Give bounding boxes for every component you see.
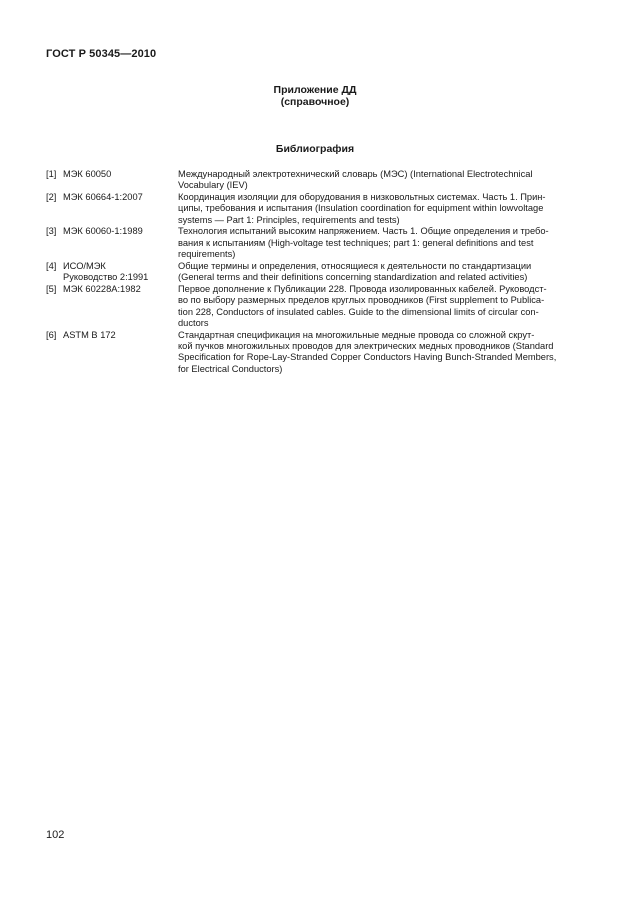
entry-description <box>178 261 584 284</box>
entry-line: requirements) <box>178 249 236 260</box>
bibliography-list <box>46 169 584 375</box>
entry-line: (General terms and their definitions concerning standardization and related activities) <box>178 272 528 283</box>
entry-reference <box>46 284 178 329</box>
entry-code: МЭК 60664-1:2007 <box>63 192 143 203</box>
standard-code-header: ГОСТ Р 50345—2010 <box>46 48 157 60</box>
entry-number: [2] <box>46 192 57 203</box>
entry-reference <box>46 192 178 226</box>
entry-line: Общие термины и определения, относящиеся к деятельности по стандартизации <box>178 260 532 271</box>
entry-line: systems — Part 1: Principles, requirements and tests) <box>178 214 400 225</box>
entry-description <box>178 284 584 329</box>
entry-code: МЭК 60060-1:1989 <box>63 226 143 237</box>
bibliography-entry <box>46 192 584 226</box>
entry-line: Первое дополнение к Публикации 228. Провода изолированных кабелей. Руководст- <box>178 283 547 294</box>
entry-code: МЭК 60050 <box>63 169 112 179</box>
entry-code: Руководство 2:1991 <box>63 272 149 283</box>
entry-description <box>178 192 584 226</box>
entry-number: [5] <box>46 283 57 294</box>
entry-code: МЭК 60228А:1982 <box>63 283 141 294</box>
entry-description <box>178 330 584 375</box>
page-number: 102 <box>46 829 65 841</box>
entry-line: Технология испытаний высоким напряжением. Часть 1. Общие определения и требо- <box>178 226 549 237</box>
entry-line: вания к испытаниям (High-voltage test techniques; part 1: general definitions and test <box>178 237 534 248</box>
bibliography-entry <box>46 330 584 375</box>
entry-reference <box>46 330 178 375</box>
appendix-subtitle: (справочное) <box>280 96 350 108</box>
bibliography-entry <box>46 261 584 284</box>
entry-number: [1] <box>46 169 57 179</box>
bibliography-entry <box>46 284 584 329</box>
entry-number: [3] <box>46 226 57 237</box>
entry-line: Координация изоляции для оборудования в низковольтных системах. Часть 1. Прин- <box>178 192 546 203</box>
entry-line: ductors <box>178 317 209 328</box>
entry-line: во по выбору размерных пределов круглых проводников (First supplement to Publica- <box>178 295 545 306</box>
entry-line: Specification for Rope-Lay-Stranded Copper Conductors Having Bunch-Stranded Members, <box>178 352 557 363</box>
entry-line: Международный электротехнический словарь (МЭС) (International Electrotechnical <box>178 169 533 179</box>
entry-reference <box>46 261 178 284</box>
appendix-title: Приложение ДД <box>273 84 357 96</box>
entry-reference <box>46 169 178 192</box>
entry-description <box>178 226 584 260</box>
entry-line: кой пучков многожильных проводов для электрических медных проводников (Standard <box>178 340 554 351</box>
entry-line: tion 228, Conductors of insulated cables. Guide to the dimensional limits of circular con- <box>178 306 539 317</box>
entry-code: ИСО/МЭК <box>63 260 106 271</box>
entry-line: for Electrical Conductors) <box>178 363 283 374</box>
entry-number: [4] <box>46 260 57 271</box>
entry-reference <box>46 226 178 260</box>
entry-description <box>178 169 584 192</box>
appendix-heading <box>0 84 630 108</box>
entry-line: Vocabulary (IEV) <box>178 180 248 191</box>
entry-line: ципы, требования и испытания (Insulation coordination for equipment within lowvoltage <box>178 203 544 214</box>
bibliography-title: Библиография <box>275 143 355 155</box>
entry-code: ASTM B 172 <box>63 329 116 340</box>
entry-number: [6] <box>46 329 57 340</box>
entry-line: Стандартная спецификация на многожильные медные провода со сложной скрут- <box>178 329 535 340</box>
bibliography-entry <box>46 169 584 192</box>
bibliography-entry <box>46 226 584 260</box>
